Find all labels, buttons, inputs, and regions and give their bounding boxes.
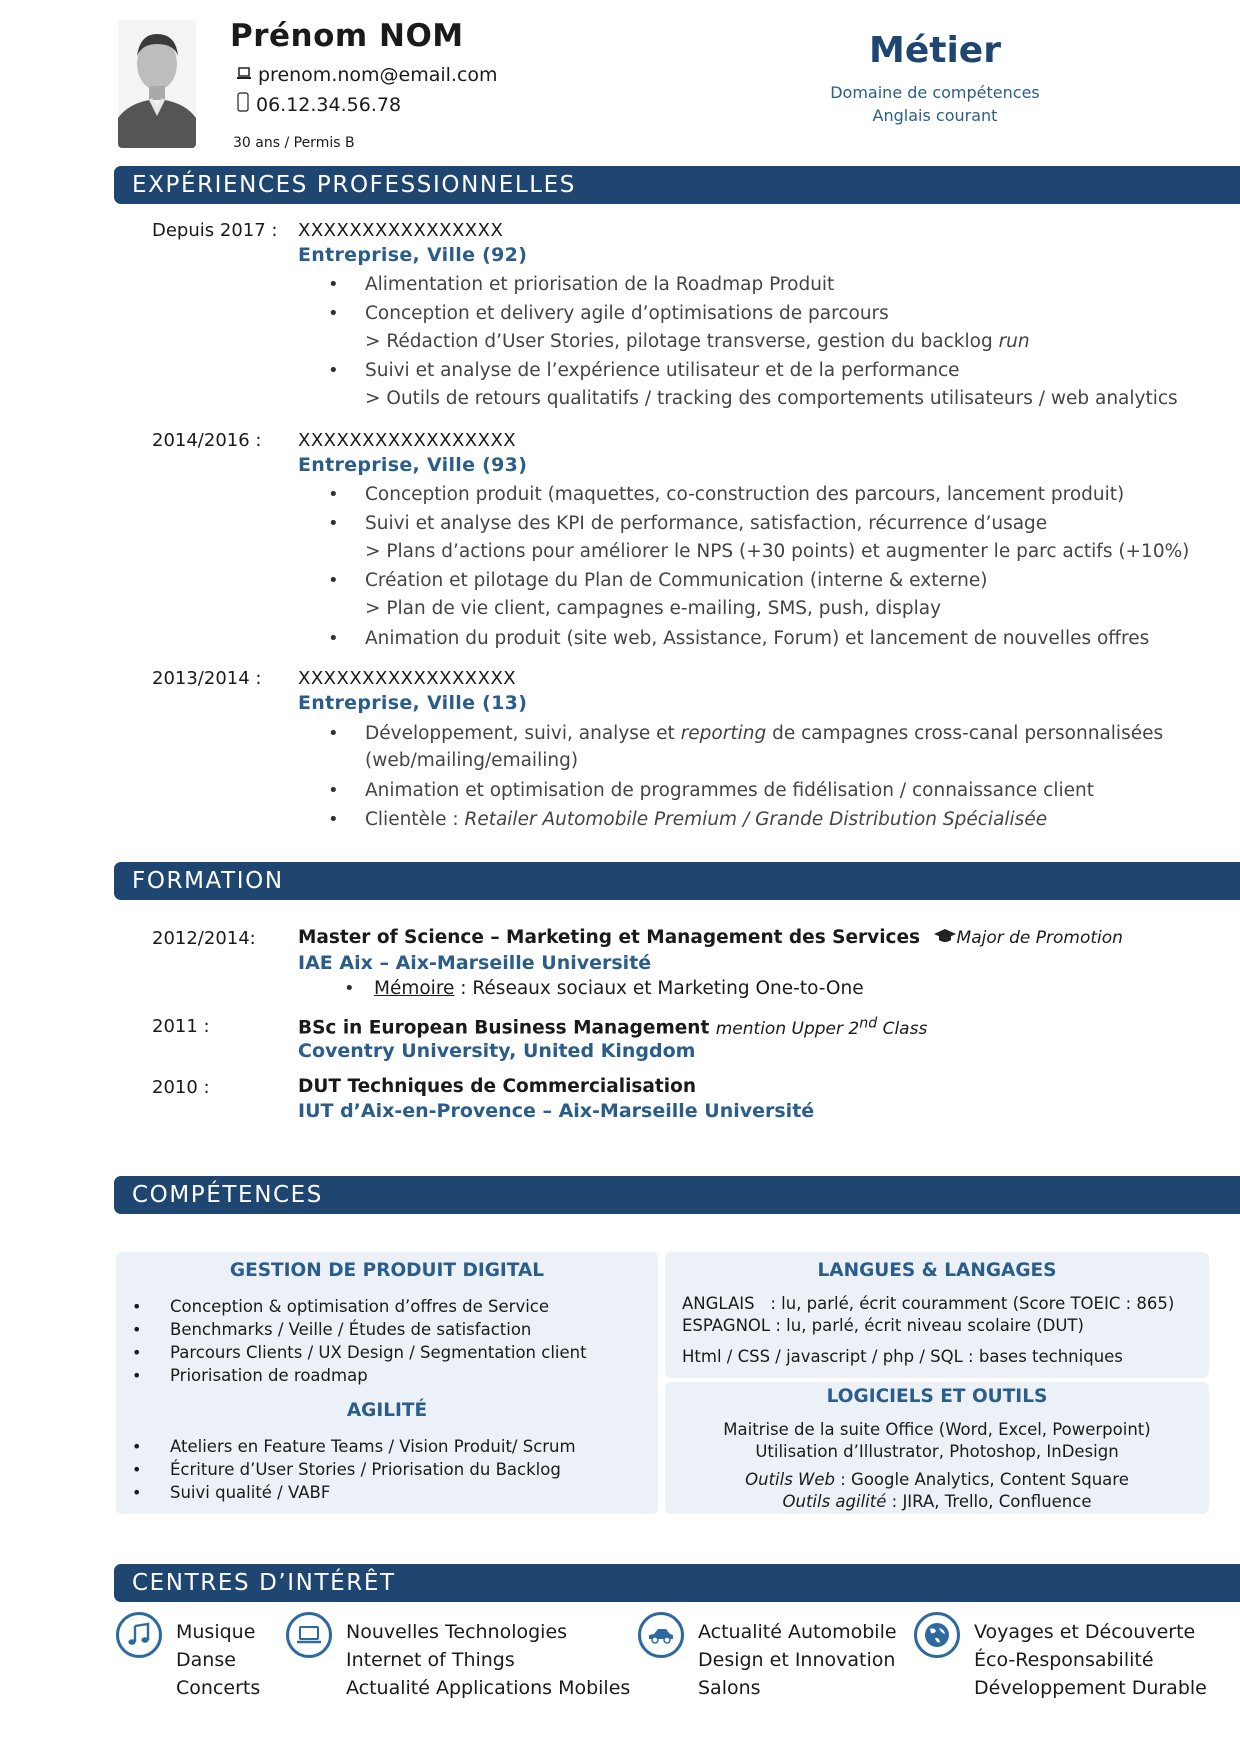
job-title: Métier bbox=[869, 30, 1001, 71]
phone-row bbox=[236, 92, 401, 117]
exp-bullet: Conception et delivery agile d’optimisations de parcours bbox=[365, 303, 889, 324]
agilite-item: Suivi qualité / VABF bbox=[170, 1483, 331, 1502]
bullet-icon: • bbox=[132, 1460, 142, 1479]
profile-photo bbox=[118, 20, 196, 148]
exp-bullet-sub: > Outils de retours qualitatifs / tracking des comportements utilisateurs / web analytics bbox=[365, 388, 1178, 409]
formation-date: 2011 : bbox=[152, 1016, 210, 1037]
globe-icon bbox=[914, 1612, 960, 1658]
office-line: Maitrise de la suite Office (Word, Excel, Powerpoint) bbox=[723, 1420, 1151, 1439]
gestion-item: Priorisation de roadmap bbox=[170, 1366, 368, 1385]
adobe-line: Utilisation d’Illustrator, Photoshop, InDesign bbox=[755, 1442, 1119, 1461]
exp-date: 2013/2014 : bbox=[152, 668, 262, 689]
formation-date: 2012/2014: bbox=[152, 928, 256, 949]
exp-title: XXXXXXXXXXXXXXXXX bbox=[298, 668, 517, 689]
bullet-icon: • bbox=[328, 274, 339, 295]
exp-bullet: Conception produit (maquettes, co-construction des parcours, lancement produit) bbox=[365, 484, 1125, 505]
bullet-icon: • bbox=[132, 1437, 142, 1456]
bullet-icon: • bbox=[328, 570, 339, 591]
formation-school: IAE Aix – Aix-Marseille Université bbox=[298, 952, 652, 974]
bullet-icon: • bbox=[344, 978, 355, 999]
exp-bullet-cont: (web/mailing/emailing) bbox=[365, 750, 579, 771]
exp-title: XXXXXXXXXXXXXXXXX bbox=[298, 430, 517, 451]
bullet-icon: • bbox=[328, 809, 339, 830]
formation-title: Master of Science – Marketing et Management des Services Major de Promotion bbox=[298, 927, 1123, 948]
car-icon bbox=[638, 1612, 684, 1658]
domain-text: Domaine de compétences bbox=[830, 83, 1040, 102]
section-competences: COMPÉTENCES bbox=[114, 1176, 1240, 1214]
email-text[interactable]: prenom.nom@email.com bbox=[258, 64, 498, 86]
formation-date: 2010 : bbox=[152, 1077, 210, 1098]
bullet-icon: • bbox=[328, 780, 339, 801]
person-name: Prénom NOM bbox=[230, 18, 464, 54]
exp-bullet: Animation du produit (site web, Assistance, Forum) et lancement de nouvelles offres bbox=[365, 628, 1150, 649]
phone-icon bbox=[236, 92, 250, 117]
exp-title: XXXXXXXXXXXXXXXX bbox=[298, 220, 504, 241]
laptop-icon bbox=[286, 1612, 332, 1658]
exp-bullet: Alimentation et priorisation de la Roadmap Produit bbox=[365, 274, 835, 295]
bullet-icon: • bbox=[132, 1320, 142, 1339]
formation-school: IUT d’Aix-en-Provence – Aix-Marseille Université bbox=[298, 1100, 815, 1122]
formation-school: Coventry University, United Kingdom bbox=[298, 1040, 696, 1062]
gestion-title: GESTION DE PRODUIT DIGITAL bbox=[229, 1260, 545, 1281]
section-experiences: EXPÉRIENCES PROFESSIONNELLES bbox=[114, 166, 1240, 204]
interest-group: Musique Danse Concerts bbox=[176, 1621, 261, 1699]
exp-bullet: Suivi et analyse des KPI de performance, satisfaction, récurrence d’usage bbox=[365, 513, 1048, 534]
bullet-icon: • bbox=[132, 1483, 142, 1502]
agilite-item: Écriture d’User Stories / Priorisation du Backlog bbox=[170, 1460, 561, 1479]
espagnol-line: ESPAGNOL : lu, parlé, écrit niveau scolaire (DUT) bbox=[682, 1316, 1084, 1335]
gestion-item: Benchmarks / Veille / Études de satisfaction bbox=[170, 1320, 532, 1339]
bullet-icon: • bbox=[328, 303, 339, 324]
exp-bullet: Clientèle : Retailer Automobile Premium / Grande Distribution Spécialisée bbox=[365, 809, 1048, 830]
bullet-icon: • bbox=[328, 628, 339, 649]
formation-title: DUT Techniques de Commercialisation bbox=[298, 1076, 696, 1097]
phone-text[interactable]: 06.12.34.56.78 bbox=[256, 93, 402, 116]
age-permis: 30 ans / Permis B bbox=[233, 135, 355, 151]
bullet-icon: • bbox=[328, 723, 339, 744]
section-interets: CENTRES D’INTÉRÊT bbox=[114, 1564, 1240, 1602]
graduation-cap-icon bbox=[933, 928, 957, 949]
gestion-item: Conception & optimisation d’offres de Service bbox=[170, 1297, 550, 1316]
agile-tools-line: Outils agilité : JIRA, Trello, Confluence bbox=[782, 1492, 1092, 1511]
interest-group: Nouvelles Technologies Internet of Things Actualité Applications Mobiles bbox=[346, 1621, 631, 1699]
exp-bullet: Suivi et analyse de l’expérience utilisateur et de la performance bbox=[365, 360, 960, 381]
exp-date: Depuis 2017 : bbox=[152, 220, 278, 241]
web-tools-line: Outils Web : Google Analytics, Content Square bbox=[745, 1470, 1129, 1489]
exp-bullet: Développement, suivi, analyse et reporting de campagnes cross-canal personnalisées bbox=[365, 723, 1164, 744]
exp-bullet-sub: > Plans d’actions pour améliorer le NPS (+30 points) et augmenter le parc actifs (+10%) bbox=[365, 541, 1190, 562]
exp-bullet: Animation et optimisation de programmes de fidélisation / connaissance client bbox=[365, 780, 1094, 801]
bullet-icon: • bbox=[328, 513, 339, 534]
agilite-item: Ateliers en Feature Teams / Vision Produit/ Scrum bbox=[170, 1437, 576, 1456]
exp-company: Entreprise, Ville (13) bbox=[298, 692, 528, 714]
interest-group: Actualité Automobile Design et Innovation Salons bbox=[698, 1621, 897, 1699]
exp-company: Entreprise, Ville (92) bbox=[298, 244, 528, 266]
music-note-icon bbox=[116, 1612, 162, 1658]
gestion-item: Parcours Clients / UX Design / Segmentation client bbox=[170, 1343, 587, 1362]
bullet-icon: • bbox=[132, 1297, 142, 1316]
bullet-icon: • bbox=[328, 360, 339, 381]
interest-group: Voyages et Découverte Éco-Responsabilité Développement Durable bbox=[974, 1621, 1207, 1699]
logiciels-title: LOGICIELS ET OUTILS bbox=[826, 1386, 1048, 1407]
exp-company: Entreprise, Ville (93) bbox=[298, 454, 528, 476]
memoire-line: Mémoire : Réseaux sociaux et Marketing One-to-One bbox=[374, 978, 864, 999]
language-text: Anglais courant bbox=[872, 106, 998, 125]
exp-bullet: Création et pilotage du Plan de Communication (interne & externe) bbox=[365, 570, 988, 591]
bullet-icon: • bbox=[132, 1366, 142, 1385]
anglais-line: ANGLAIS : lu, parlé, écrit couramment (Score TOEIC : 865) bbox=[682, 1294, 1175, 1313]
bullet-icon: • bbox=[328, 484, 339, 505]
laptop-icon bbox=[236, 64, 252, 86]
email-row bbox=[236, 64, 498, 86]
section-formation: FORMATION bbox=[114, 862, 1240, 900]
exp-date: 2014/2016 : bbox=[152, 430, 262, 451]
formation-title: BSc in European Business Management mention Upper 2nd Class bbox=[298, 1015, 928, 1039]
exp-bullet-sub: > Plan de vie client, campagnes e-mailing, SMS, push, display bbox=[365, 598, 942, 619]
web-languages-line: Html / CSS / javascript / php / SQL : bases techniques bbox=[682, 1347, 1123, 1366]
agilite-title: AGILITÉ bbox=[346, 1400, 428, 1421]
bullet-icon: • bbox=[132, 1343, 142, 1362]
exp-bullet-sub: > Rédaction d’User Stories, pilotage transverse, gestion du backlog run bbox=[365, 331, 1030, 352]
langues-title: LANGUES & LANGAGES bbox=[817, 1260, 1057, 1281]
